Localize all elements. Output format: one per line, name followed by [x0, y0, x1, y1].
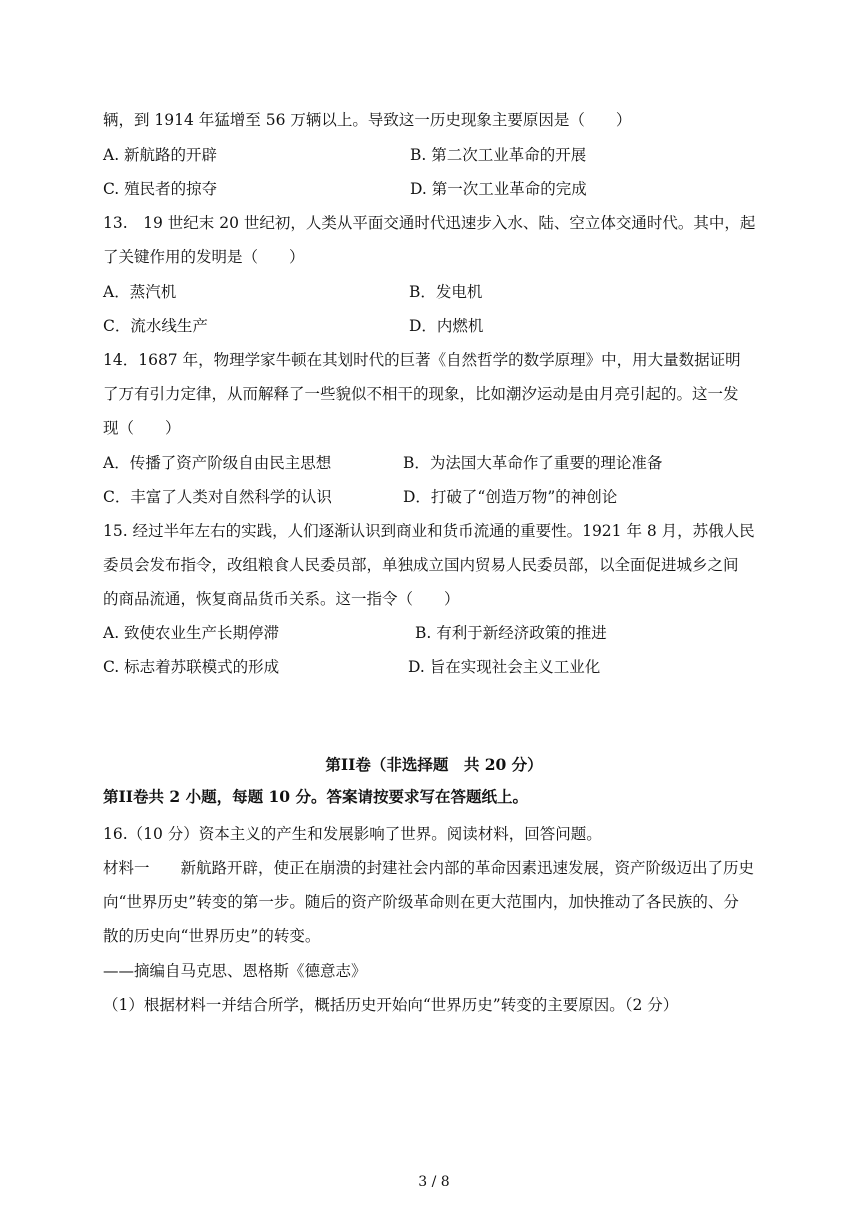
q15-option-d: D. 旨在实现社会主义工业化 — [408, 658, 601, 676]
q14-option-a: A．传播了资产阶级自由民主思想 — [103, 454, 332, 472]
section-instruction: 第II卷共 2 小题，每题 10 分。答案请按要求写在答题纸上。 — [103, 787, 528, 806]
q14-stem-line1: 14．1687 年，物理学家牛顿在其划时代的巨著《自然哲学的数学原理》中，用大量数据证明 — [103, 351, 741, 369]
q13-option-d: D．内燃机 — [409, 317, 484, 335]
q15-option-a: A. 致使农业生产长期停滞 — [103, 624, 280, 642]
q15-option-b: B. 有利于新经济政策的推进 — [415, 624, 607, 642]
q14-option-c: C．丰富了人类对自然科学的认识 — [103, 488, 332, 506]
q16-material-line1: 材料一 新航路开辟，使正在崩溃的封建社会内部的革命因素迅速发展，资产阶级迈出了历史 — [103, 859, 755, 877]
section-title: 第II卷（非选择题 共 20 分） — [325, 755, 543, 774]
q14-stem-line2: 了万有引力定律，从而解释了一些貌似不相干的现象，比如潮汐运动是由月亮引起的。这一发 — [103, 385, 739, 403]
q14-stem-line3: 现（ ） — [103, 419, 181, 437]
q13-stem-line2: 了关键作用的发明是（ ） — [103, 248, 305, 266]
q15-stem-line2: 委员会发布指令，改组粮食人民委员部，单独成立国内贸易人民委员部，以全面促进城乡之间 — [103, 556, 739, 574]
q16-stem: 16.（10 分）资本主义的产生和发展影响了世界。阅读材料，回答问题。 — [103, 825, 602, 843]
q13-option-b: B．发电机 — [409, 283, 483, 301]
q16-source: ——摘编自马克思、恩格斯《德意志》 — [103, 962, 367, 980]
q14-option-d: D．打破了“创造万物”的神创论 — [403, 488, 618, 506]
q12-option-b: B. 第二次工业革命的开展 — [410, 146, 587, 164]
q15-stem-line3: 的商品流通，恢复商品货币关系。这一指令（ ） — [103, 590, 460, 608]
q12-stem: 辆，到 1914 年猛增至 56 万辆以上。导致这一历史现象主要原因是（ ） — [103, 111, 632, 129]
q13-stem-line1: 13. 19 世纪末 20 世纪初，人类从平面交通时代迅速步入水、陆、空立体交通时代。其中，起 — [103, 214, 756, 232]
q14-option-b: B．为法国大革命作了重要的理论准备 — [403, 454, 663, 472]
q12-option-a: A. 新航路的开辟 — [103, 146, 218, 164]
q12-option-c: C. 殖民者的掠夺 — [103, 180, 218, 198]
q16-material-line3: 散的历史向“世界历史”的转变。 — [103, 927, 321, 945]
q16-subquestion-1: （1）根据材料一并结合所学，概括历史开始向“世界历史”转变的主要原因。（2 分） — [103, 996, 679, 1014]
q13-option-a: A．蒸汽机 — [103, 283, 177, 301]
q13-option-c: C．流水线生产 — [103, 317, 208, 335]
q15-stem-line1: 15. 经过半年左右的实践，人们逐渐认识到商业和货币流通的重要性。1921 年 8 月，苏俄人民 — [103, 522, 755, 540]
q15-option-c: C. 标志着苏联模式的形成 — [103, 658, 280, 676]
page-number: 3 / 8 — [418, 1174, 450, 1190]
q16-material-line2: 向“世界历史”转变的第一步。随后的资产阶级革命则在更大范围内，加快推动了各民族的、分 — [103, 893, 739, 911]
q12-option-d: D. 第一次工业革命的完成 — [410, 180, 587, 198]
